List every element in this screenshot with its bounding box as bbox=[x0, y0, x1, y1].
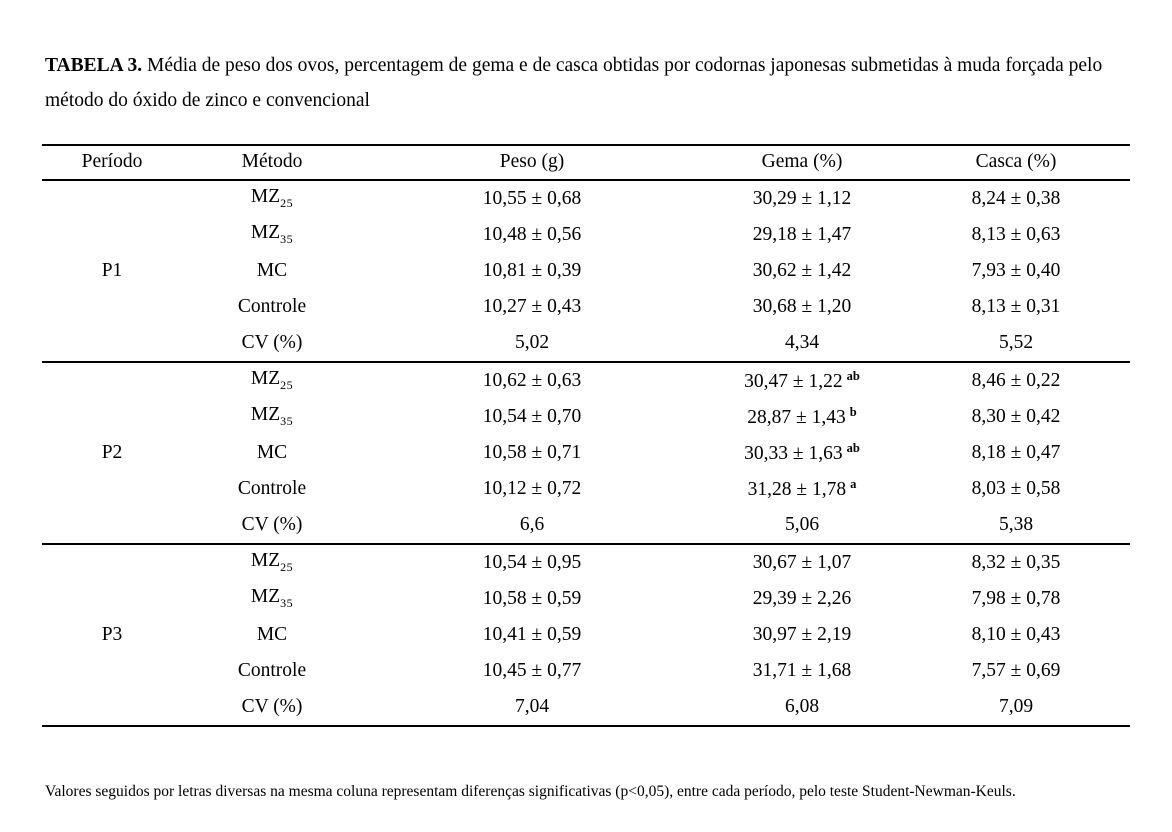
period-cell: P1 bbox=[101, 259, 123, 281]
table-row bbox=[42, 507, 1130, 544]
peso-cell: 10,45 ± 0,77 bbox=[482, 659, 582, 681]
casca-cell: 8,32 ± 0,35 bbox=[902, 544, 1130, 581]
table-caption-label: TABELA 3. bbox=[45, 54, 143, 76]
method-cell: Controle bbox=[237, 295, 307, 317]
gema-cell: 28,87 ± 1,43 $^b$ bbox=[747, 404, 857, 428]
method-cell: MC bbox=[256, 259, 288, 281]
gema-cell: 30,33 ± 1,63 $^{ab}$ bbox=[744, 440, 860, 464]
peso-cell: 6,6 bbox=[519, 513, 545, 535]
gema-cell: 29,39 ± 2,26 bbox=[752, 587, 852, 609]
casca-cell: 8,46 ± 0,22 bbox=[902, 362, 1130, 399]
casca-cell: 8,30 ± 0,42 bbox=[971, 405, 1061, 427]
method-subscript: 25 bbox=[280, 196, 294, 210]
method-cell: MC bbox=[256, 623, 288, 645]
table-row bbox=[42, 253, 1130, 289]
column-header-casca: Casca (%) bbox=[902, 145, 1130, 180]
significance-superscript: ab bbox=[846, 440, 860, 455]
method-cell: $MZ_{25}$ bbox=[182, 362, 362, 399]
table-caption bbox=[45, 48, 1132, 118]
casca-cell: 8,13 ± 0,63 bbox=[971, 223, 1061, 245]
method-cell: $MZ_{35}$ bbox=[250, 222, 294, 246]
table-row bbox=[42, 217, 1130, 253]
peso-cell: 10,12 ± 0,72 bbox=[482, 477, 582, 499]
table-row bbox=[42, 544, 1130, 581]
table-body bbox=[42, 180, 1130, 726]
column-header-peso: Peso (g) bbox=[362, 145, 702, 180]
gema-cell: 31,28 ± 1,78 $^a$ bbox=[747, 476, 857, 500]
method-subscript: 25 bbox=[280, 560, 294, 574]
casca-cell: 8,18 ± 0,47 bbox=[971, 441, 1061, 463]
casca-cell: 8,24 ± 0,38 bbox=[971, 187, 1061, 209]
table-row bbox=[42, 289, 1130, 325]
column-header-gema: Gema (%) bbox=[702, 145, 902, 180]
gema-cell: 4,34 bbox=[784, 331, 820, 353]
gema-cell: 30,67 ± 1,07 bbox=[702, 544, 902, 581]
casca-cell: 7,93 ± 0,40 bbox=[971, 259, 1061, 281]
significance-superscript: ab bbox=[846, 368, 860, 383]
gema-cell: 30,62 ± 1,42 bbox=[752, 259, 852, 281]
method-subscript: 35 bbox=[280, 232, 294, 246]
table-footnote: Valores seguidos por letras diversas na mesma coluna representam diferenças significativas (p<0,05), entre cada período, pelo teste Student-Newman-Keuls. bbox=[45, 782, 1016, 800]
method-cell: Controle bbox=[237, 477, 307, 499]
gema-cell: 30,68 ± 1,20 bbox=[752, 295, 852, 317]
table-row bbox=[42, 617, 1130, 653]
casca-cell: 8,03 ± 0,58 bbox=[971, 477, 1061, 499]
gema-cell: 30,97 ± 2,19 bbox=[752, 623, 852, 645]
peso-cell: 10,54 ± 0,95 bbox=[362, 544, 702, 581]
table-row bbox=[42, 180, 1130, 217]
method-cell: Controle bbox=[237, 659, 307, 681]
table-row bbox=[42, 689, 1130, 726]
casca-cell: 7,98 ± 0,78 bbox=[971, 587, 1061, 609]
casca-cell: 8,10 ± 0,43 bbox=[971, 623, 1061, 645]
method-subscript: 25 bbox=[280, 378, 294, 392]
casca-cell: 5,52 bbox=[998, 331, 1034, 353]
table-row bbox=[42, 325, 1130, 362]
peso-cell: 5,02 bbox=[514, 331, 550, 353]
casca-cell: 8,13 ± 0,31 bbox=[971, 295, 1061, 317]
period-cell: P2 bbox=[42, 362, 182, 544]
method-cell: $MZ_{25}$ bbox=[250, 186, 294, 210]
peso-cell: 10,48 ± 0,56 bbox=[482, 223, 582, 245]
peso-cell: 10,58 ± 0,71 bbox=[482, 441, 582, 463]
method-subscript: 35 bbox=[280, 414, 294, 428]
table-row bbox=[42, 471, 1130, 507]
table-row bbox=[42, 362, 1130, 399]
column-header-metodo: Método bbox=[182, 145, 362, 180]
gema-cell: 29,18 ± 1,47 bbox=[752, 223, 852, 245]
peso-cell: 7,04 bbox=[514, 695, 550, 717]
casca-cell: 5,38 bbox=[998, 513, 1034, 535]
period-cell: P3 bbox=[42, 544, 182, 726]
peso-cell: 10,62 ± 0,63 bbox=[362, 362, 702, 399]
gema-cell: 6,08 bbox=[784, 695, 820, 717]
gema-cell: 30,47 ± 1,22 $^{ab}$ bbox=[702, 362, 902, 399]
method-subscript: 35 bbox=[280, 596, 294, 610]
peso-cell: 10,54 ± 0,70 bbox=[482, 405, 582, 427]
table-row bbox=[42, 399, 1130, 435]
method-cell: $MZ_{25}$ bbox=[182, 544, 362, 581]
table-header-row bbox=[42, 145, 1130, 180]
significance-superscript: a bbox=[850, 476, 857, 491]
significance-superscript: b bbox=[849, 404, 857, 419]
column-header-periodo: Período bbox=[42, 145, 182, 180]
method-cell: CV (%) bbox=[241, 695, 303, 717]
casca-cell: 7,57 ± 0,69 bbox=[971, 659, 1061, 681]
peso-cell: 10,41 ± 0,59 bbox=[482, 623, 582, 645]
gema-cell: 31,71 ± 1,68 bbox=[752, 659, 852, 681]
casca-cell: 7,09 bbox=[998, 695, 1034, 717]
peso-cell: 10,27 ± 0,43 bbox=[482, 295, 582, 317]
table-caption-text: Média de peso dos ovos, percentagem de gema e de casca obtidas por codornas japonesas submetidas à muda forçada pelo método do óxido de zinco e convencional bbox=[45, 54, 1103, 111]
method-cell: CV (%) bbox=[241, 513, 303, 535]
gema-cell: 30,29 ± 1,12 bbox=[752, 187, 852, 209]
table-row bbox=[42, 581, 1130, 617]
method-cell: CV (%) bbox=[241, 331, 303, 353]
gema-cell: 5,06 bbox=[784, 513, 820, 535]
table-row bbox=[42, 435, 1130, 471]
method-cell: $MZ_{35}$ bbox=[250, 586, 294, 610]
method-cell: $MZ_{35}$ bbox=[250, 404, 294, 428]
peso-cell: 10,58 ± 0,59 bbox=[482, 587, 582, 609]
data-table bbox=[42, 144, 1130, 727]
peso-cell: 10,81 ± 0,39 bbox=[482, 259, 582, 281]
peso-cell: 10,55 ± 0,68 bbox=[482, 187, 582, 209]
table-row bbox=[42, 653, 1130, 689]
method-cell: MC bbox=[256, 441, 288, 463]
